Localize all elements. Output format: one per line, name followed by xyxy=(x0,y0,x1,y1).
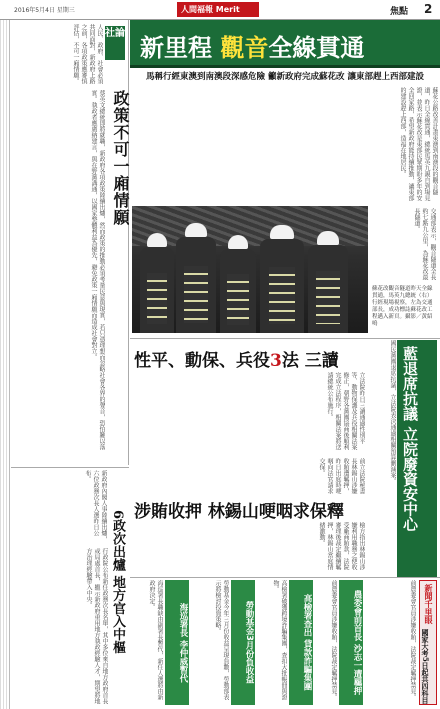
bottom-headline-4: 農委會前首長 沙志一遭羈押 xyxy=(339,580,363,705)
bottom-left-headline: 6政次出爐 地方官入中樞 xyxy=(110,510,125,654)
bottom-headline-3: 高檢署查出 貸款詐騙集團 xyxy=(289,580,313,705)
editorial-lead: 人民、政府、社會必須共同面對，新政府上路之前，各項政策應審慎評估，不可一廂情願。 xyxy=(72,24,103,84)
photo-person xyxy=(220,249,256,333)
news-brief-title: 新聞千里眼 xyxy=(424,584,433,624)
bottom-headline-1: 海巡署長 李仲威暫代 xyxy=(165,580,189,705)
bottom-text-2: 勞動基金今年三月份收益呈現負數，勞動部表示將檢討投資策略。 xyxy=(214,580,229,700)
editorial-body: 蔡英文總統即將就職，新政府各項政策陸續出爐，然而政策的推動必須考量民意與現實，若只憑理想而忽略社會各界的聲音，恐怕難以落實。執政者應廣納建言，與在野黨溝通，以國家整體利益為優先，避免政策一廂情願而造成社會對立。 xyxy=(90,90,105,450)
news-brief-box xyxy=(419,580,437,705)
divider xyxy=(130,338,440,339)
story2-body: 立法院昨日三讀通過性別平等、動物保護及兵役相關法案修正，朝野各黨團協商後順利完成立法程序，相關法案將送請總統公布施行。 xyxy=(326,372,365,450)
editorial-title: 政策不可一廂情願 xyxy=(111,90,130,226)
photo-person xyxy=(140,247,174,333)
main-headline xyxy=(140,28,364,63)
bottom-text-5: 前農委會官員涉嫌收賄，法院裁定羈押禁見。 xyxy=(409,580,416,700)
photo-person xyxy=(260,239,304,333)
headline-part-c: 全線貫通 xyxy=(268,34,365,62)
section-name: 焦點 xyxy=(390,7,409,17)
bottom-text-1: 海巡署長職缺由副署長暫代，新任人選將由新政府決定。 xyxy=(148,580,163,700)
headline-part-a: 新里程 xyxy=(140,34,212,62)
bottom-left-body: 行政院公布新任政務次長名單，其中多位來自地方政府首長或局處首長，顯示新政府重用地方執政經驗人才，期望將地方治理經驗帶入中央。 xyxy=(85,548,108,704)
story3-headline: 涉賄收押 林錫山哽咽求保釋 xyxy=(134,502,344,522)
editorial-column xyxy=(11,20,129,465)
headline-part-b: 觀音 xyxy=(220,34,269,62)
bottom-text-3: 高檢署破獲跨境詐騙集團，查扣大批帳冊與證物。 xyxy=(272,580,287,700)
story3-lead: 前立法院秘書長林錫山涉嫌收賄遭羈押，昨日出庭時哽咽向法官請求交保。 xyxy=(318,458,365,494)
left-margin-strip xyxy=(0,20,10,709)
story2-headline xyxy=(134,346,339,371)
issue-date: 2016年5月4日 星期三 xyxy=(14,7,75,14)
bottom-headline-2: 勞動基金3月份負收益 xyxy=(231,580,255,705)
masthead-logo: 人間福報 Merit xyxy=(177,2,259,17)
photo-person xyxy=(176,237,216,333)
editorial-badge: 社論 xyxy=(105,26,125,60)
sidebar-headline-box xyxy=(397,340,437,578)
sidebar-headline: 藍退席抗議 立院廢資安中心 xyxy=(401,346,419,532)
photo-caption: 蘇花改觀音隧道昨天全線貫通，馬英九總統（右）行經現場視察，左為交通部長，成功標誌蘇花改工程邁入新頁。攝影／黃紹鳴 xyxy=(372,286,433,327)
story2-headline-num: 3 xyxy=(270,351,282,371)
story2-headline-post: 法 三讀 xyxy=(281,351,339,371)
page-number: 2 xyxy=(424,2,433,16)
story3-body: 檢方指出林錫山涉嫌利用職務之便收受廠商賄款，法院審理後裁定繼續羈押，林錫山當庭情緒激動。 xyxy=(318,522,365,570)
main-article-continued: 交通部表示，觀音隧道全長約七點九公里，為蘇花改最長隧道。 xyxy=(413,208,436,280)
news-photo xyxy=(132,206,368,333)
news-brief-headline: 國家大考5日起共四科目 xyxy=(421,629,430,704)
main-article-body: 蘇花公路改善計畫東澳到南澳段的觀音隧道，昨日全線貫通，總統馬英九親自到場見證，並表示蘇花改是東部民眾期盼多年的安全回家路，希望新政府能持續推動，讓東部的建設趕上西部，造福在地居民。 xyxy=(399,87,438,201)
page-header xyxy=(0,0,440,20)
photo-person xyxy=(308,245,348,333)
main-headline-banner xyxy=(130,20,440,68)
story2-headline-pre: 性平、動保、兵役 xyxy=(134,351,270,371)
bottom-left-lead: 新政府內閣人事陸續出爐，六位政務次長人選昨日公布。 xyxy=(84,470,107,542)
divider xyxy=(130,577,440,578)
bottom-text-4: 前農委會官員涉嫌收賄，法院裁定羈押禁見。 xyxy=(330,580,337,700)
main-subhead: 馬稱行經東澳到南澳段深感危險 籲新政府完成蘇花改 讓東部趕上西部建設 xyxy=(146,72,424,82)
sidebar-body: 國民黨團退席抗議，立法院表決通過相關預算刪減案。 xyxy=(389,340,396,484)
